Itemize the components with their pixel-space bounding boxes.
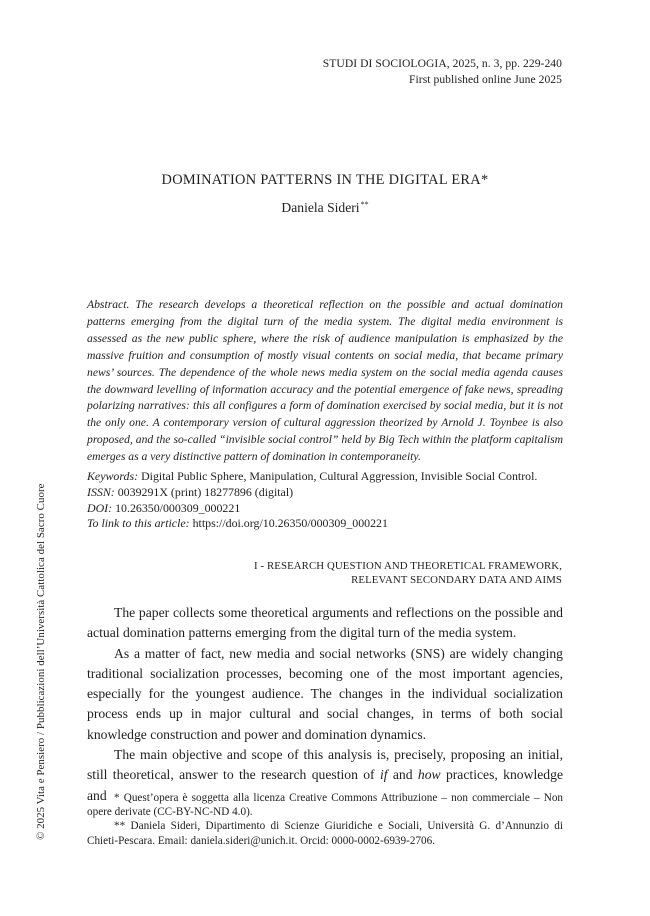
issn-line — [87, 485, 563, 501]
keywords-label: Keywords: — [87, 469, 139, 483]
paragraph-3-how: how — [417, 767, 441, 783]
paragraph-3-if: if — [379, 767, 388, 783]
article-link-label: To link to this article: — [87, 516, 190, 531]
author-line — [0, 200, 650, 216]
body-paragraph-1: The paper collects some theoretical arguments and reflections on the possible and actual domination patterns emerging from the digital turn of the media system. — [87, 605, 563, 641]
issn-label: ISSN: — [87, 484, 115, 499]
article-link[interactable]: https://doi.org/10.26350/000309_000221 — [192, 516, 388, 531]
section-heading-line-1: I - RESEARCH QUESTION AND THEORETICAL FRAMEWORK, — [253, 560, 562, 572]
body-text — [87, 603, 563, 806]
paragraph-3-text-b: practices, knowledge and — [87, 767, 563, 803]
footnote-author: ** Daniela Sideri, Dipartimento di Scienze Giuridiche e Sociali, Università G. d’Annunzio di Chieti-Pescara. Email: daniela.sideri@unich.it. Orcid: 0000-0002-6939-2706. — [87, 820, 563, 847]
author-name: Daniela Sideri — [281, 200, 360, 215]
article-title: DOMINATION PATTERNS IN THE DIGITAL ERA* — [161, 172, 489, 188]
journal-header — [202, 56, 562, 88]
article-metadata — [87, 469, 563, 532]
paragraph-3-text-a: The main objective and scope of this analysis is, precisely, proposing an initial, still theoretical, answer to the research question of — [87, 747, 563, 783]
publication-date: First published online June 2025 — [409, 73, 562, 86]
section-heading-line-2: RELEVANT SECONDARY DATA AND AIMS — [351, 574, 562, 587]
journal-citation: STUDI DI SOCIOLOGIA, 2025, n. 3, pp. 229-240 — [322, 57, 562, 70]
doi-value: 10.26350/000309_000221 — [115, 500, 241, 515]
issn-value: 0039291X (print) 18277896 (digital) — [117, 484, 294, 499]
footnotes — [87, 791, 563, 848]
abstract: Abstract. The research develops a theoretical reflection on the possible and actual domination patterns emerging from the digital turn of the media system. The digital media environment is assessed as the new public sphere, where the risk of audience manipulation is emphasized by the massive fruition and consumption of mostly visual contents on social media, that became primary news’ sources. The dependence of the whole news media system on the social media agenda causes the downward levelling of information accuracy and the potential emergence of fake news, spreading polarizing narratives: this all configures a form of domination exercised by social media, but it is not the only one. A contemporary version of cultural aggression theorized by Arnold J. Toynbee is also proposed, and the so-called “invisible social control” held by Big Tech within the platform capitalism emerges as a very distinctive pattern of domination in contemporaneity. — [87, 298, 563, 464]
keywords-line — [87, 469, 563, 485]
footnote-license: * Quest’opera è soggetta alla licenza Creative Commons Attribuzione – non commerciale – Non opere derivate (CC-BY-NC-ND 4.0). — [87, 792, 563, 819]
author-footnote-mark: ** — [360, 200, 369, 209]
body-paragraph-2: As a matter of fact, new media and social networks (SNS) are widely changing traditional socialization processes, becoming one of the most important agencies, especially for the youngest audience. The changes in the individual socialization process ends up in major cultural and social changes, in terms of both social knowledge construction and power and domination dynamics. — [87, 645, 563, 742]
keywords-value: Digital Public Sphere, Manipulation, Cultural Aggression, Invisible Social Control. — [141, 469, 538, 483]
paragraph-3-and: and — [387, 767, 418, 783]
doi-label: DOI: — [87, 500, 113, 515]
section-heading — [162, 559, 562, 588]
article-link-line — [87, 516, 563, 532]
doi-line — [87, 501, 563, 517]
side-copyright-notice: © 2025 Vita e Pensiero / Pubblicazioni dell’Università Cattolica del Sacro Cuore — [35, 483, 47, 840]
